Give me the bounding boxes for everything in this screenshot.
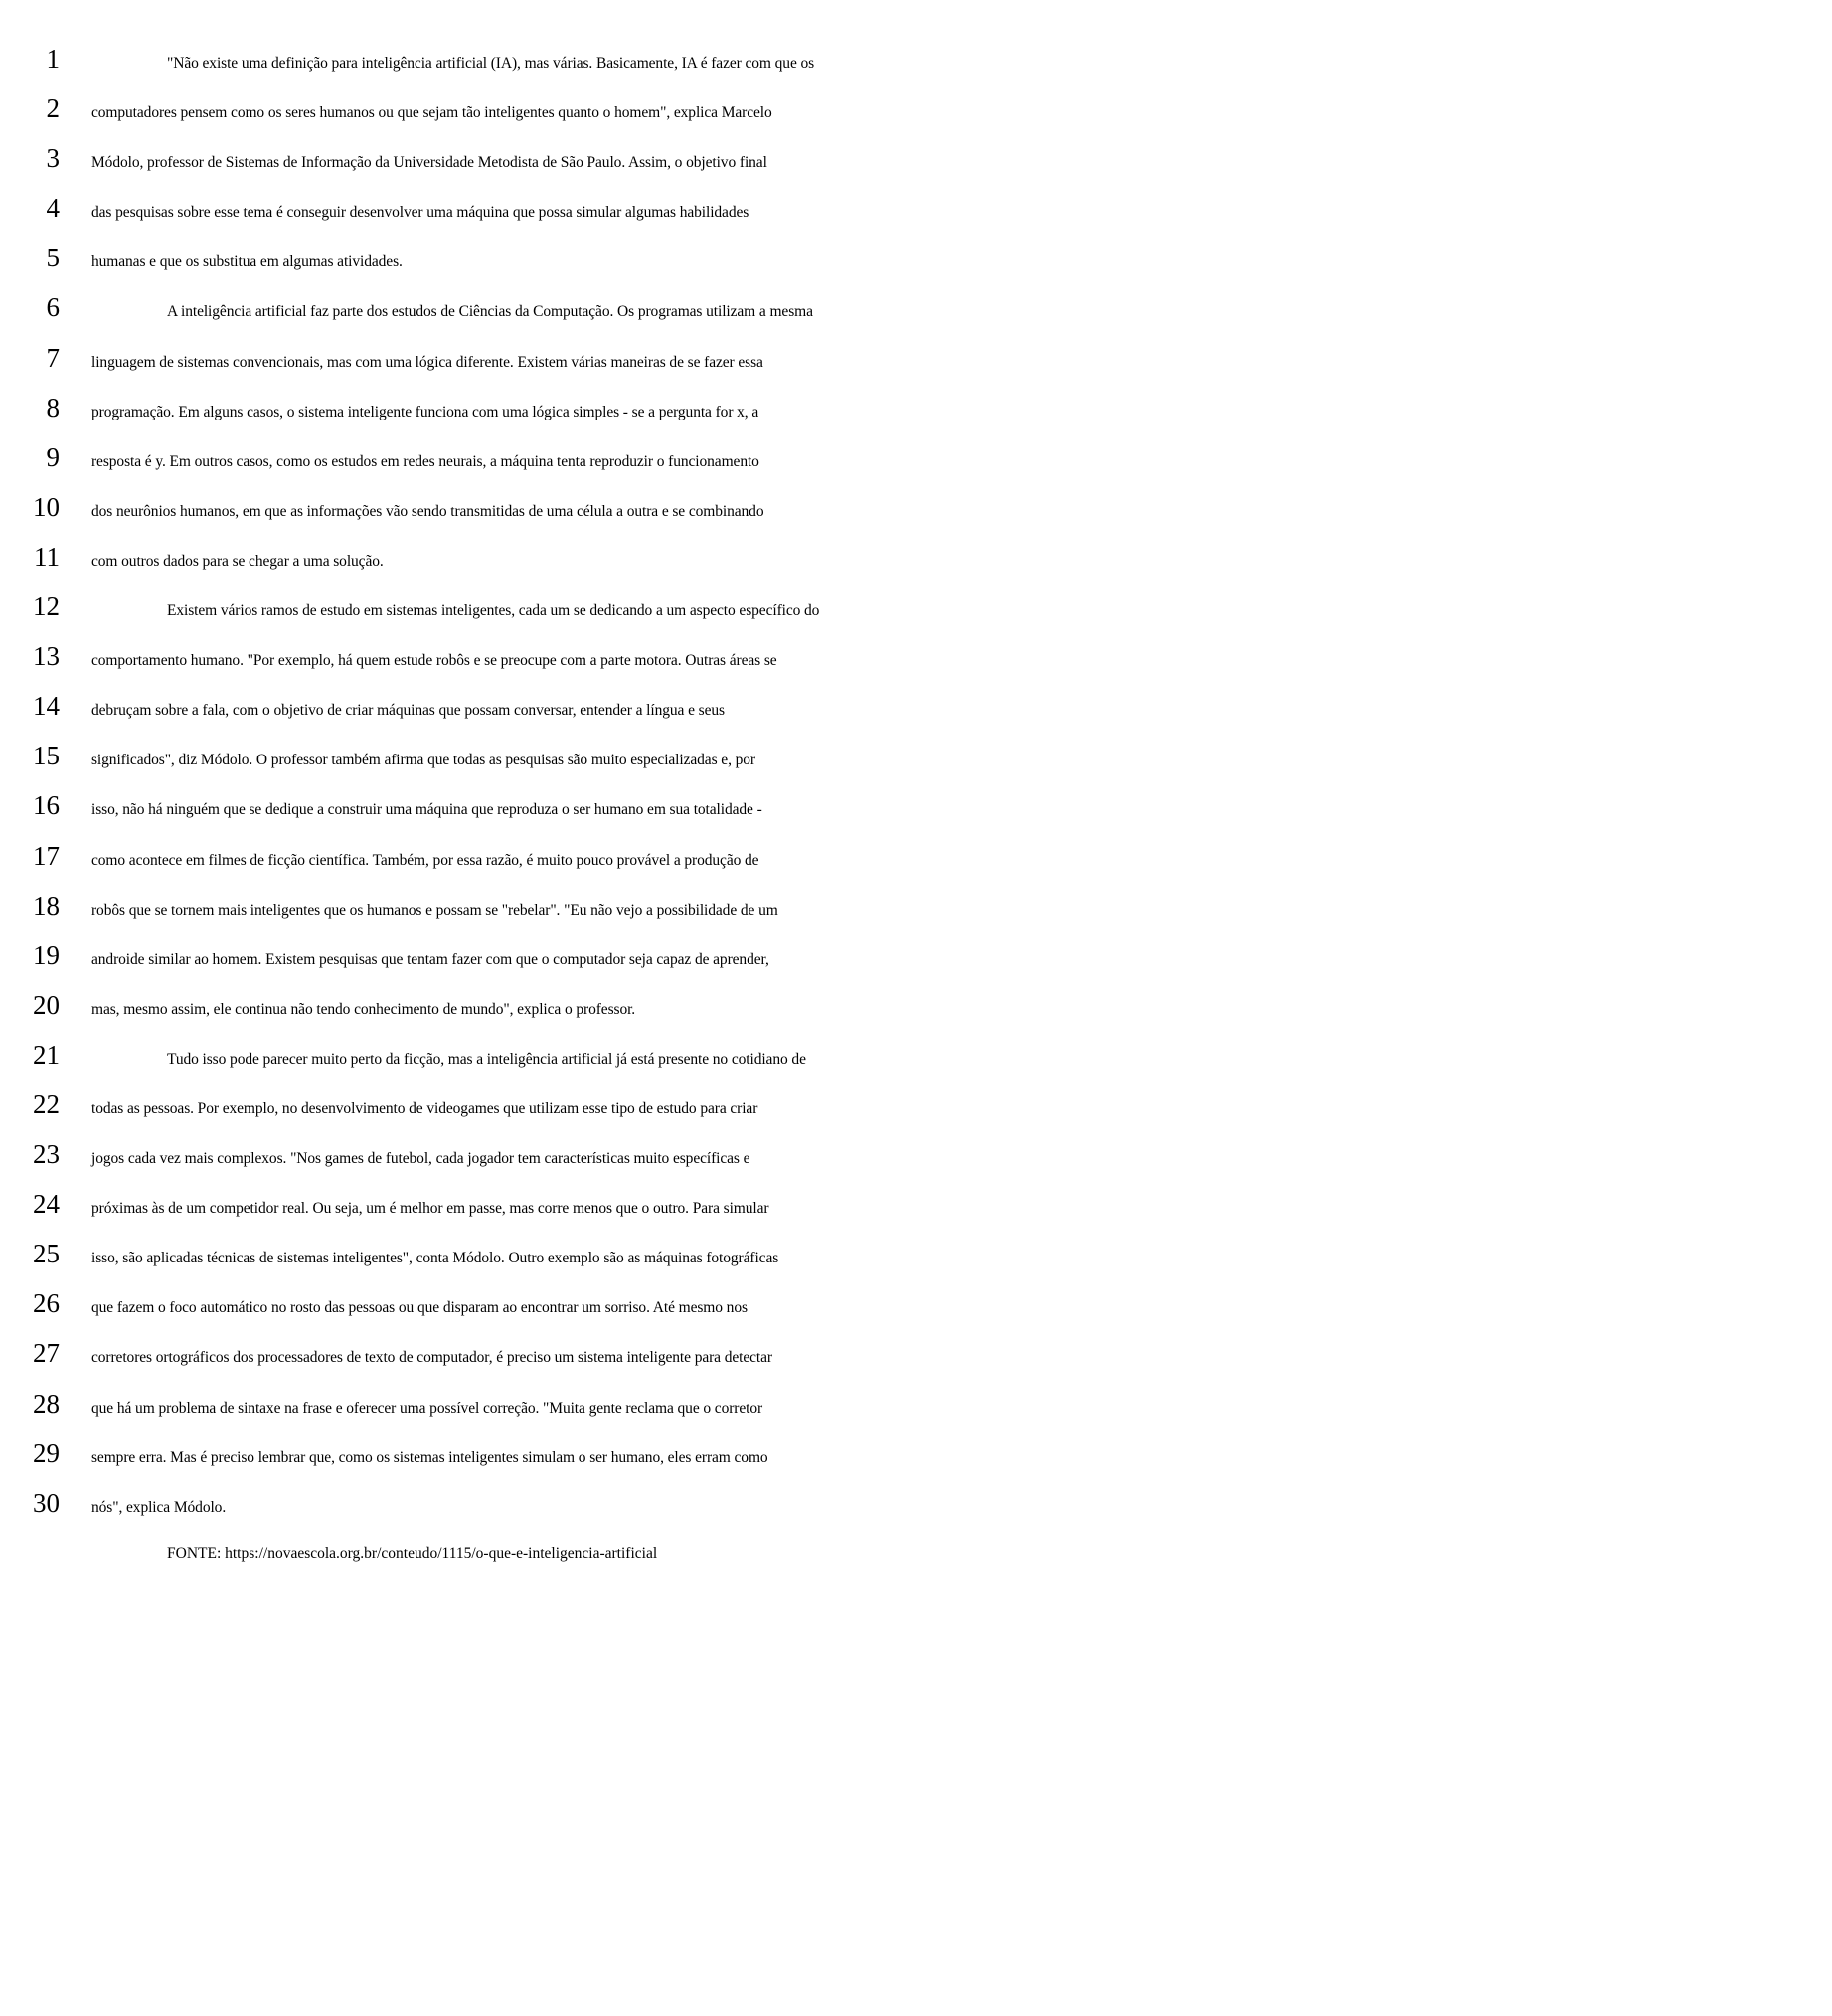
text-line	[0, 1179, 1832, 1229]
line-number: 2	[46, 93, 60, 124]
line-number: 20	[33, 989, 60, 1020]
line-number: 11	[34, 541, 60, 572]
text-line	[0, 1229, 1832, 1278]
text-line	[0, 1278, 1832, 1328]
line-text: mas, mesmo assim, ele continua não tendo conhecimento de mundo", explica o professor.	[91, 1000, 636, 1018]
line-text: que fazem o foco automático no rosto das pessoas ou que disparam ao encontrar um sorriso. Até mesmo nos	[91, 1299, 748, 1317]
line-text: nós", explica Módolo.	[91, 1498, 227, 1516]
line-number: 27	[33, 1338, 60, 1369]
text-line	[0, 432, 1832, 482]
line-text: linguagem de sistemas convencionais, mas com uma lógica diferente. Existem várias maneiras de se fazer essa	[91, 353, 763, 371]
text-line	[0, 681, 1832, 731]
line-number: 24	[33, 1189, 60, 1220]
text-line	[0, 780, 1832, 830]
line-number: 13	[33, 641, 60, 672]
line-number: 25	[33, 1239, 60, 1269]
line-text: resposta é y. Em outros casos, como os estudos em redes neurais, a máquina tenta reproduzir o funcionamento	[91, 452, 759, 470]
line-text: isso, não há ninguém que se dedique a construir uma máquina que reproduza o ser humano em sua totalidade -	[91, 801, 762, 819]
text-line	[0, 831, 1832, 881]
text-line	[0, 532, 1832, 582]
text-line	[0, 1379, 1832, 1428]
line-number: 28	[33, 1388, 60, 1419]
text-line	[0, 133, 1832, 183]
line-text: "Não existe uma definição para inteligência artificial (IA), mas várias. Basicamente, IA é fazer com que os	[167, 55, 815, 72]
text-line	[0, 1080, 1832, 1129]
text-line	[0, 84, 1832, 133]
text-line	[0, 631, 1832, 681]
text-line	[0, 1428, 1832, 1478]
text-line	[0, 383, 1832, 432]
text-line	[0, 930, 1832, 980]
text-line	[0, 482, 1832, 532]
line-text: A inteligência artificial faz parte dos estudos de Ciências da Computação. Os programas utilizam a mesma	[167, 303, 813, 321]
line-text: com outros dados para se chegar a uma solução.	[91, 552, 384, 570]
line-number: 5	[46, 243, 60, 273]
line-number: 3	[46, 143, 60, 174]
text-line	[0, 233, 1832, 282]
line-text: sempre erra. Mas é preciso lembrar que, como os sistemas inteligentes simulam o ser humano, eles erram como	[91, 1448, 768, 1466]
line-number: 23	[33, 1139, 60, 1170]
source-text: FONTE: https://novaescola.org.br/conteudo/1115/o-que-e-inteligencia-artificial	[167, 1544, 658, 1562]
text-line	[0, 980, 1832, 1030]
line-text: como acontece em filmes de ficção científica. Também, por essa razão, é muito pouco provável a produção de	[91, 851, 759, 869]
line-text: Tudo isso pode parecer muito perto da ficção, mas a inteligência artificial já está presente no cotidiano de	[167, 1050, 806, 1068]
line-text: corretores ortográficos dos processadores de texto de computador, é preciso um sistema inteligente para detectar	[91, 1349, 772, 1367]
line-number: 15	[33, 741, 60, 771]
line-number: 6	[46, 292, 60, 323]
line-number: 1	[46, 44, 60, 74]
line-number: 12	[33, 591, 60, 622]
line-text: robôs que se tornem mais inteligentes que os humanos e possam se "rebelar". "Eu não vejo a possibilidade de um	[91, 901, 778, 919]
line-text: próximas às de um competidor real. Ou seja, um é melhor em passe, mas corre menos que o outro. Para simular	[91, 1200, 769, 1218]
line-text: androide similar ao homem. Existem pesquisas que tentam fazer com que o computador seja capaz de aprender,	[91, 950, 769, 968]
text-line	[0, 1328, 1832, 1378]
line-number: 21	[33, 1039, 60, 1070]
line-text: todas as pessoas. Por exemplo, no desenvolvimento de videogames que utilizam esse tipo de estudo para criar	[91, 1099, 758, 1117]
line-text: comportamento humano. "Por exemplo, há quem estude robôs e se preocupe com a parte motora. Outras áreas se	[91, 652, 777, 670]
line-number: 30	[33, 1487, 60, 1518]
line-number: 29	[33, 1437, 60, 1468]
line-text: que há um problema de sintaxe na frase e oferecer uma possível correção. "Muita gente reclama que o corretor	[91, 1399, 763, 1417]
line-number: 16	[33, 790, 60, 821]
line-text: das pesquisas sobre esse tema é conseguir desenvolver uma máquina que possa simular algumas habilidades	[91, 204, 749, 222]
line-text: isso, são aplicadas técnicas de sistemas inteligentes", conta Módolo. Outro exemplo são as máquinas fotográficas	[91, 1250, 779, 1267]
line-number: 7	[46, 342, 60, 373]
text-line	[0, 282, 1832, 332]
text-line	[0, 1129, 1832, 1179]
text-line	[0, 1030, 1832, 1080]
line-text: dos neurônios humanos, em que as informações vão sendo transmitidas de uma célula a outra e se combinando	[91, 502, 764, 520]
text-line	[0, 731, 1832, 780]
text-line	[0, 34, 1832, 84]
line-number: 26	[33, 1288, 60, 1319]
line-number: 19	[33, 939, 60, 970]
line-text: debruçam sobre a fala, com o objetivo de criar máquinas que possam conversar, entender a língua e seus	[91, 702, 725, 720]
line-text: computadores pensem como os seres humanos ou que sejam tão inteligentes quanto o homem", explica Marcelo	[91, 104, 772, 122]
line-number: 14	[33, 691, 60, 722]
line-number: 22	[33, 1089, 60, 1119]
text-line	[0, 333, 1832, 383]
text-line	[0, 881, 1832, 930]
line-text: jogos cada vez mais complexos. "Nos games de futebol, cada jogador tem características muito específicas e	[91, 1150, 750, 1168]
text-line	[0, 183, 1832, 233]
line-number: 18	[33, 890, 60, 921]
line-text: Existem vários ramos de estudo em sistemas inteligentes, cada um se dedicando a um aspecto específico do	[167, 602, 820, 620]
line-text: Módolo, professor de Sistemas de Informação da Universidade Metodista de São Paulo. Assim, o objetivo final	[91, 154, 767, 172]
line-text: programação. Em alguns casos, o sistema inteligente funciona com uma lógica simples - se a pergunta for x, a	[91, 403, 759, 420]
line-number: 4	[46, 193, 60, 224]
line-text: humanas e que os substitua em algumas atividades.	[91, 253, 403, 271]
line-number: 17	[33, 840, 60, 871]
source-line	[0, 1528, 1832, 1580]
line-number: 9	[46, 441, 60, 472]
line-text: significados", diz Módolo. O professor também afirma que todas as pesquisas são muito especializadas e, por	[91, 752, 755, 769]
text-line	[0, 582, 1832, 631]
line-number: 8	[46, 392, 60, 422]
text-line	[0, 1478, 1832, 1528]
line-number: 10	[33, 491, 60, 522]
